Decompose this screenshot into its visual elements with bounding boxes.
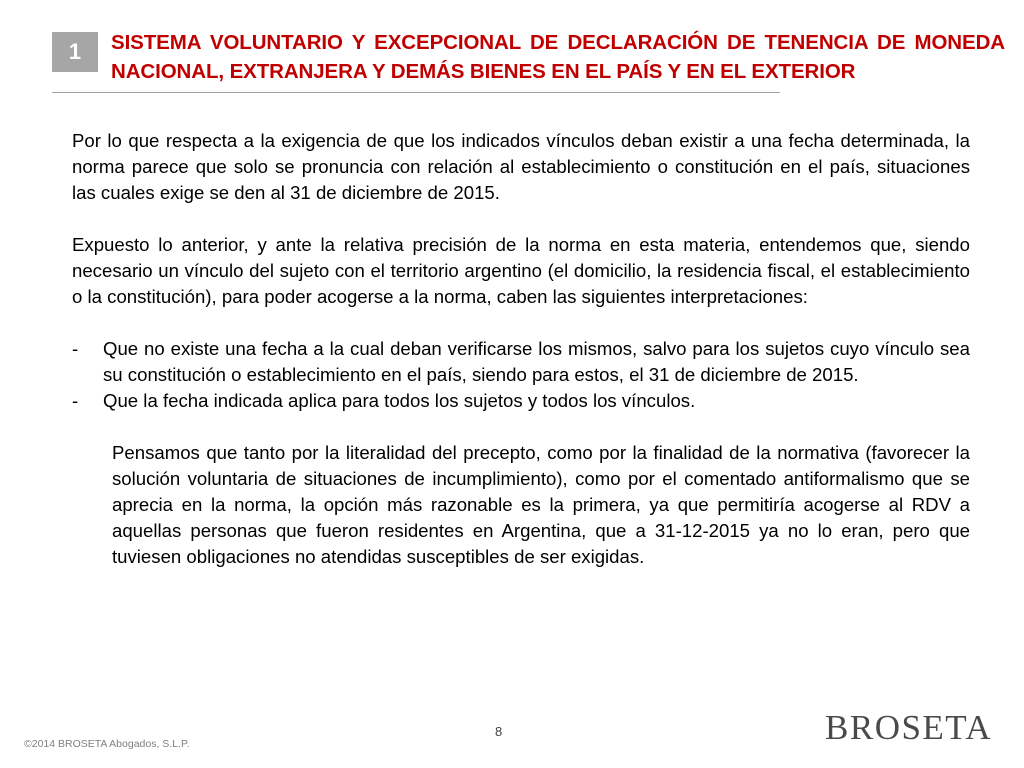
spacer bbox=[72, 414, 970, 440]
conclusion-paragraph: Pensamos que tanto por la literalidad del precepto, como por la finalidad de la normativa (favorecer la solución voluntaria de situaciones de incumplimiento), como por el comentado antiformalismo que se aprecia en la norma, la opción más razonable es la primera, ya que permitiría acogerse al RDV a aquellas personas que fueron residentes en Argentina, que a 31-12-2015 ya no lo eran, pero que tuviesen obligaciones no atendidas susceptibles de ser exigidas. bbox=[112, 442, 970, 567]
slide-body bbox=[72, 128, 970, 570]
paragraph-1: Por lo que respecta a la exigencia de que los indicados vínculos deban existir a una fecha determinada, la norma parece que solo se pronuncia con relación al establecimiento o constitución en el país, situaciones las cuales exige se den al 31 de diciembre de 2015. bbox=[72, 130, 970, 203]
list-item bbox=[72, 336, 970, 388]
page-number: 8 bbox=[495, 724, 503, 739]
broseta-logo: BROSETA bbox=[825, 708, 993, 747]
list-item-text: Que la fecha indicada aplica para todos los sujetos y todos los vínculos. bbox=[103, 390, 696, 411]
spacer bbox=[72, 206, 970, 232]
paragraph-2: Expuesto lo anterior, y ante la relativa precisión de la norma en esta materia, entendemos que, siendo necesario un vínculo del sujeto con el territorio argentino (el domicilio, la residencia fiscal, el establecimiento o la constitución), para poder acogerse a la norma, caben las siguientes interpretaciones: bbox=[72, 234, 970, 307]
list-item-text: Que no existe una fecha a la cual deban verificarse los mismos, salvo para los sujetos cuyo vínculo sea su constitución o establecimiento en el país, siendo para estos, el 31 de diciembre de 2015. bbox=[103, 338, 970, 385]
slide-title: SISTEMA VOLUNTARIO Y EXCEPCIONAL DE DECLARACIÓN DE TENENCIA DE MONEDA NACIONAL, EXTRANJERA Y DEMÁS BIENES EN EL PAÍS Y EN EL EXTERIOR bbox=[111, 31, 1005, 83]
title-divider bbox=[52, 92, 780, 93]
copyright-text: ©2014 BROSETA Abogados, S.L.P. bbox=[24, 738, 190, 750]
list-item bbox=[72, 388, 970, 414]
section-number-badge: 1 bbox=[52, 32, 98, 72]
list-dash: - bbox=[72, 338, 79, 359]
list-dash: - bbox=[72, 390, 79, 411]
spacer bbox=[72, 310, 970, 336]
